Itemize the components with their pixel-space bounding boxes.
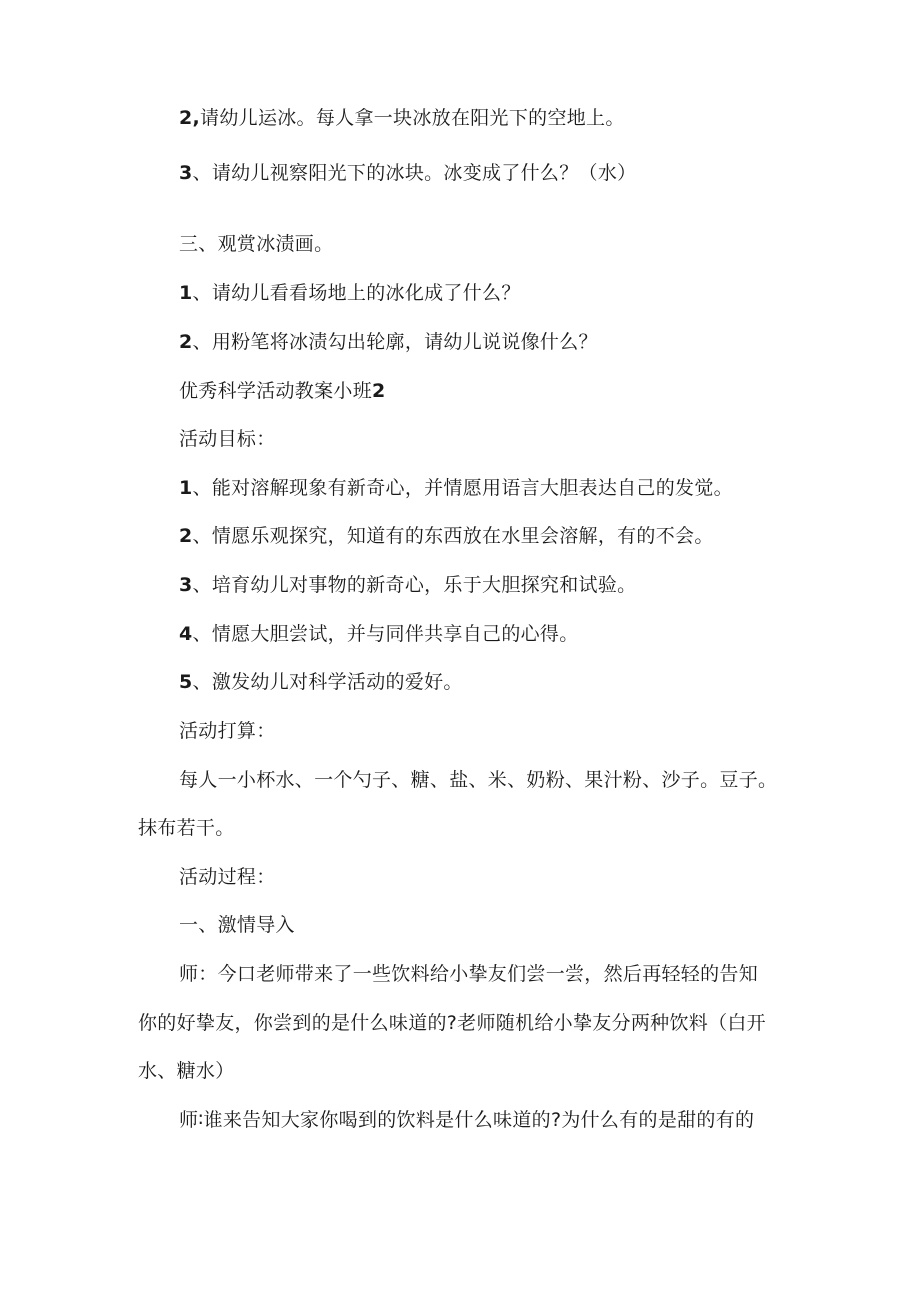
- line-text: 、能对溶解现象有新奇心，并情愿用语言大胆表达自己的发觉。: [192, 477, 733, 499]
- line-text: 、请幼儿视察阳光下的冰块。冰变成了什么？（水）: [192, 162, 637, 184]
- paragraph-line-continued: [138, 1011, 766, 1035]
- line-text: 三、观赏冰渍画。: [179, 233, 334, 255]
- section-heading: [179, 719, 276, 743]
- paragraph-line: [179, 161, 636, 185]
- paragraph-line: [179, 670, 463, 694]
- item-number: 3: [179, 162, 193, 184]
- item-number: 5: [179, 671, 193, 693]
- section-heading: [179, 913, 295, 937]
- paragraph-line: [179, 106, 625, 130]
- paragraph-line: [179, 573, 636, 597]
- document-title: [179, 379, 386, 403]
- title-number: 2: [372, 380, 386, 402]
- line-text: 、激发幼儿对科学活动的爱好。: [192, 671, 463, 693]
- section-heading: [179, 232, 333, 256]
- line-text: 一、激情导入: [179, 914, 295, 936]
- paragraph-line-continued: [138, 816, 235, 840]
- line-text: 师∶谁来告知大家你喝到的饮料是什么味道的?为什么有的是甜的有的: [179, 1109, 755, 1131]
- line-text: 你的好挚友，你尝到的是什么味道的?老师随机给小挚友分两种饮料（白开: [138, 1012, 766, 1034]
- item-number: 4: [179, 623, 193, 645]
- line-text: 水、糖水）: [138, 1060, 235, 1082]
- paragraph-line: [179, 330, 598, 354]
- line-text: 、用粉笔将冰渍勾出轮廓，请幼儿说说像什么？: [192, 331, 598, 353]
- item-number: 1: [179, 282, 193, 304]
- line-text: 抹布若干。: [138, 817, 235, 839]
- section-heading: [179, 427, 276, 451]
- item-number: 2: [179, 525, 193, 547]
- paragraph-line: [179, 622, 579, 646]
- section-heading: [179, 865, 276, 889]
- line-text: 活动过程：: [179, 866, 276, 888]
- paragraph-line: [179, 281, 521, 305]
- item-number: 1: [179, 477, 193, 499]
- line-text: 师：今口老师带来了一些饮料给小挚友们尝一尝，然后再轻轻的告知: [179, 963, 759, 985]
- item-number: 3: [179, 574, 193, 596]
- paragraph-line: [179, 768, 777, 792]
- paragraph-line: [179, 962, 758, 986]
- item-number: 2: [179, 331, 193, 353]
- line-text: 活动打算：: [179, 720, 276, 742]
- line-text: 每人一小杯水、一个勺子、糖、盐、米、奶粉、果汁粉、沙子。豆子。: [179, 769, 778, 791]
- paragraph-line-continued: [138, 1059, 235, 1083]
- paragraph-line: [179, 476, 733, 500]
- item-number: 2,: [179, 107, 201, 129]
- paragraph-line: [179, 524, 714, 548]
- line-text: 活动目标：: [179, 428, 276, 450]
- line-text: 、培育幼儿对事物的新奇心，乐于大胆探究和试验。: [192, 574, 637, 596]
- paragraph-line: [179, 1108, 754, 1132]
- line-text: 、情愿大胆尝试，并与同伴共享自己的心得。: [192, 623, 579, 645]
- line-text: 请幼儿运冰。每人拿一块冰放在阳光下的空地上。: [200, 107, 625, 129]
- line-text: 、情愿乐观探究，知道有的东西放在水里会溶解，有的不会。: [192, 525, 714, 547]
- line-text: 、请幼儿看看场地上的冰化成了什么？: [192, 282, 521, 304]
- line-text: 优秀科学活动教案小班: [179, 380, 373, 402]
